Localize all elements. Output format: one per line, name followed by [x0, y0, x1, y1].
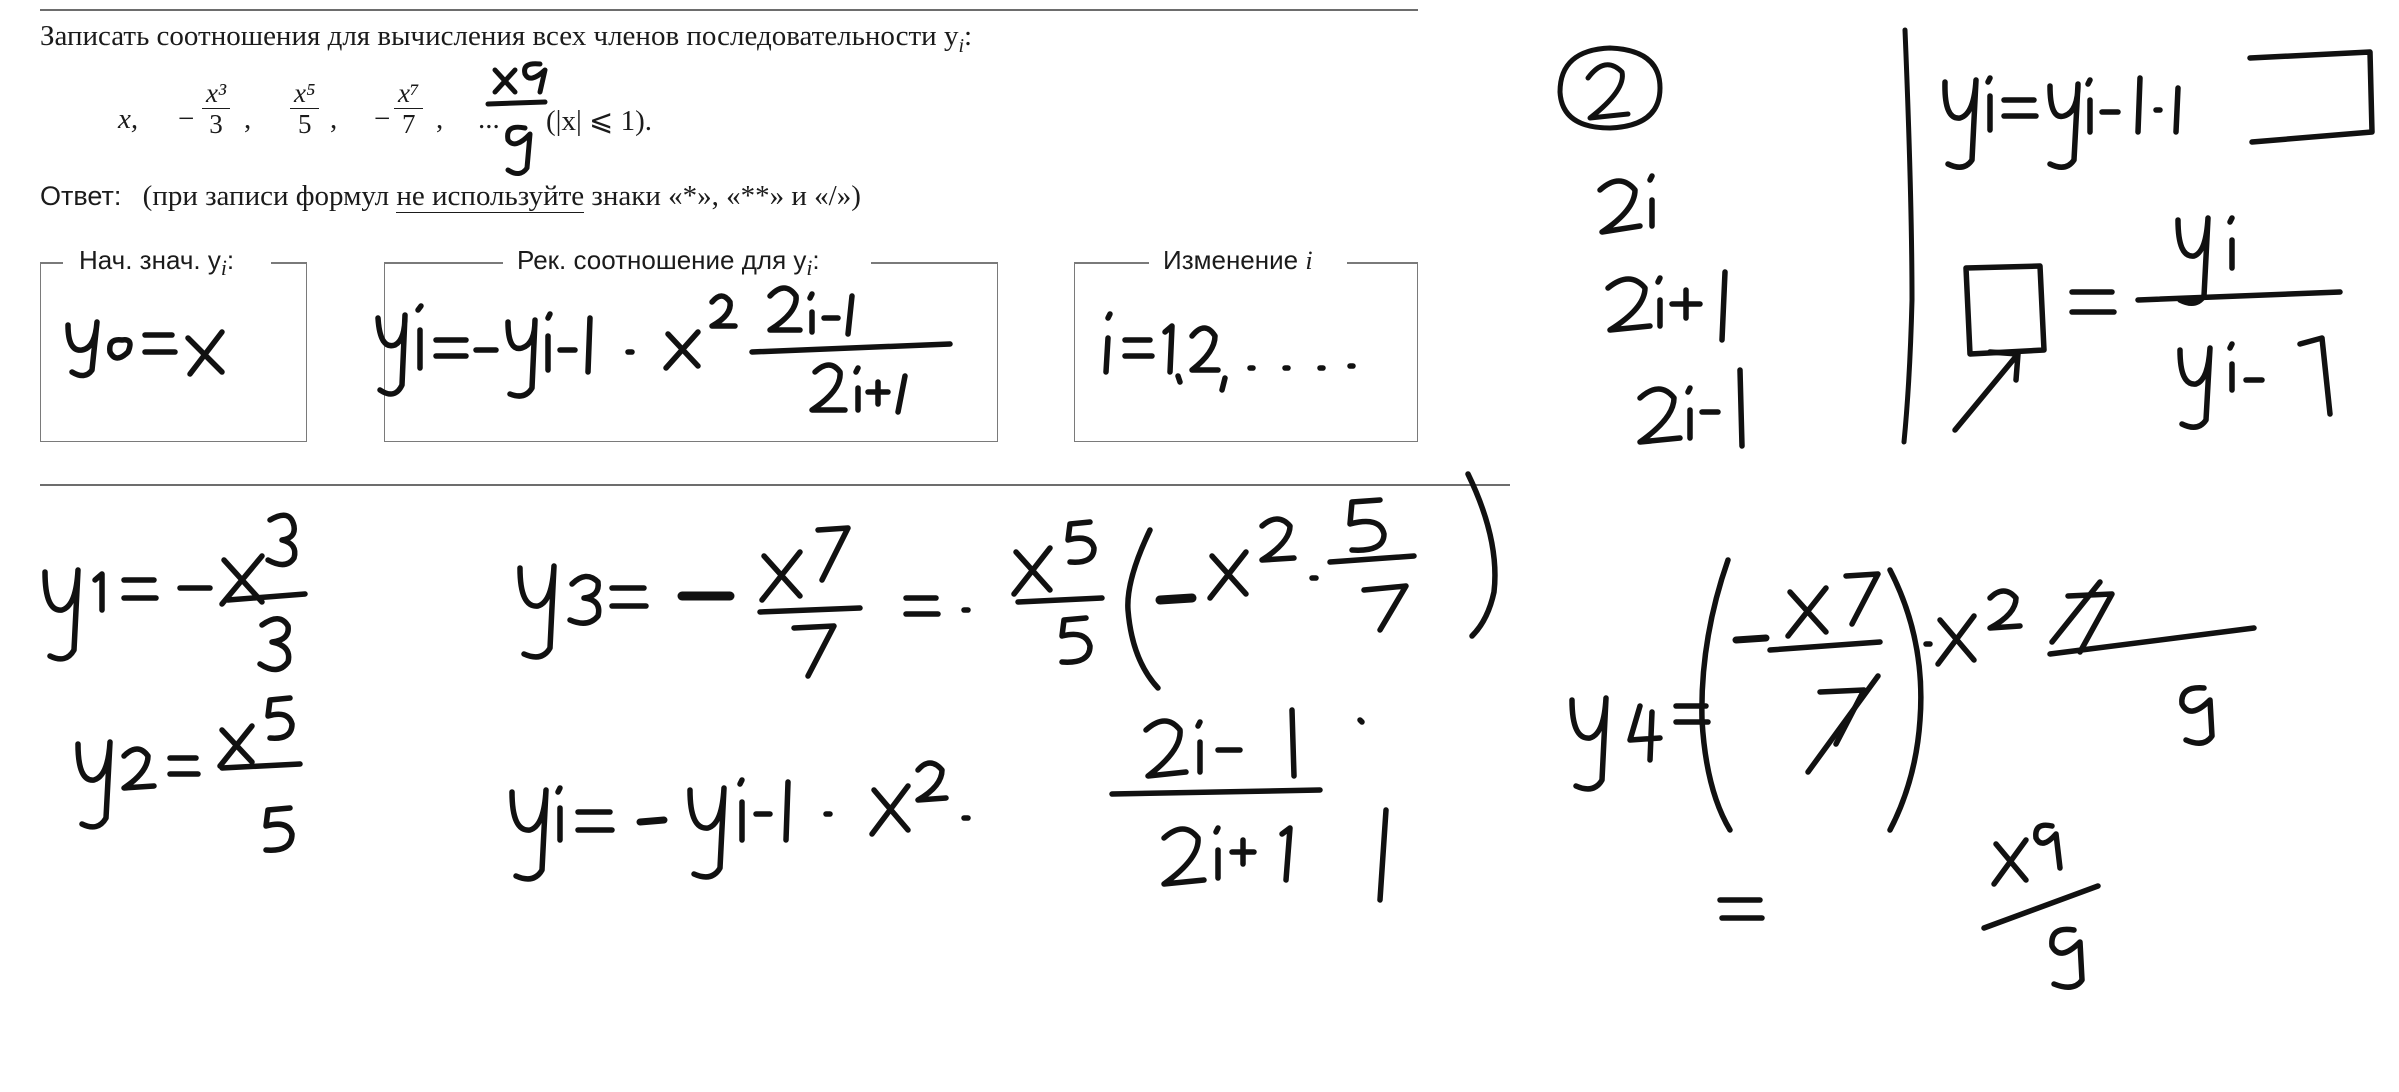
sequence-term-3-den: 5 [297, 109, 312, 139]
ink-side-list [1600, 176, 1742, 446]
ink-ratio-formula [1955, 218, 2340, 430]
index-change-label: Изменение i [1163, 245, 1313, 275]
ink-yi-general [512, 710, 1386, 900]
sequence-term-4-sign: − [374, 103, 391, 135]
ink-box-formula [1945, 52, 2372, 167]
sequence-condition: (|x| ⩽ 1). [546, 105, 652, 137]
ink-vertical-divider [1904, 30, 1912, 442]
sequence-term-4-den: 7 [401, 109, 416, 139]
ink-initial-y0-eq-x [68, 322, 222, 376]
sequence-term-2-num: x³ [202, 78, 230, 109]
task-text: Записать соотношения для вычисления всех членов последовательности y [40, 20, 959, 52]
initial-value-label: Нач. знач. $y_i$: [79, 245, 235, 281]
task-var-sub: i [958, 34, 965, 57]
task-colon: : [964, 20, 973, 52]
answer-text-after: знаки «*», «**» и «/») [591, 180, 861, 212]
recurrence-label: Рек. соотношение для $y_i$: [517, 245, 820, 281]
sequence-term-3-num: x⁵ [290, 78, 319, 109]
answer-underlined: не используйте [396, 180, 585, 212]
ink-y2 [78, 698, 300, 850]
sequence-term-1: x, [118, 103, 139, 135]
sequence-term-4-num: x⁷ [394, 78, 423, 109]
answer-label: Ответ: [40, 181, 122, 211]
ink-y3 [520, 474, 1495, 688]
ink-seq-x9-over-9 [488, 64, 545, 174]
ink-y4 [1572, 560, 2254, 987]
ink-circled-2 [1560, 48, 1660, 128]
ink-y1 [45, 515, 305, 669]
answer-text-before: (при записи формул [142, 180, 390, 212]
ink-recurrence-answer [378, 288, 950, 412]
sequence-term-2-den: 3 [209, 109, 223, 139]
ink-index-change [1106, 314, 1353, 390]
sequence-ellipsis: ... [478, 103, 500, 135]
sequence-term-2-sign: − [178, 103, 195, 135]
